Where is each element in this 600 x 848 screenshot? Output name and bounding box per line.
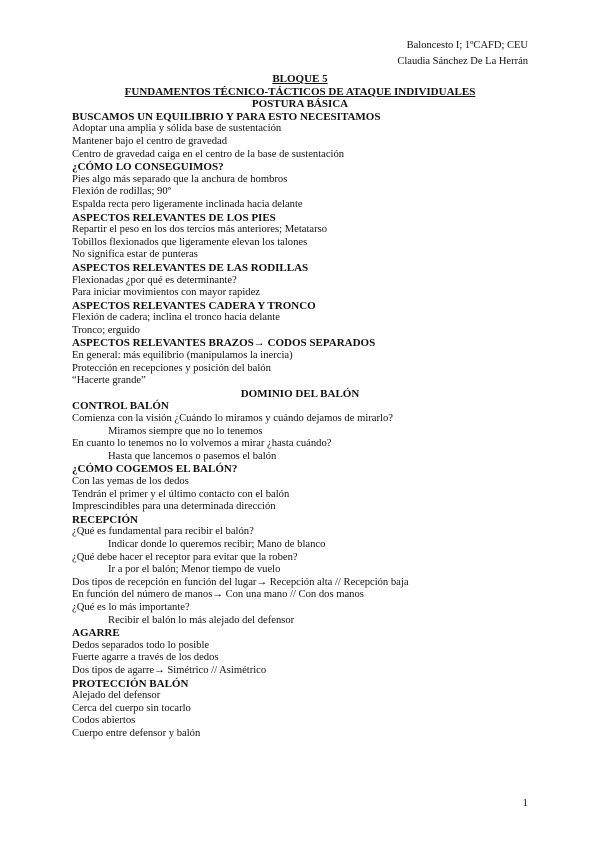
block-title: BLOQUE 5	[272, 73, 328, 85]
text-line-indented: Indicar donde lo queremos recibir; Mano de blanco	[108, 538, 326, 550]
text-line: Adoptar una amplia y sólida base de sustentación	[72, 123, 282, 135]
text-line: Flexión de rodillas; 90º	[72, 186, 171, 198]
heading: BUSCAMOS UN EQUILIBRIO Y PARA ESTO NECESITAMOS	[72, 110, 381, 123]
section-title-postura: POSTURA BÁSICA	[251, 98, 349, 111]
heading: PROTECCIÓN BALÓN	[72, 677, 189, 690]
section-title-dominio: DOMINIO DEL BALÓN	[240, 387, 360, 400]
text-line-indented: Hasta que lancemos o pasemos el balón	[108, 450, 277, 462]
block-subtitle: FUNDAMENTOS TÉCNICO-TÁCTICOS DE ATAQUE INDIVIDUALES	[124, 85, 476, 98]
text-line: Dedos separados todo lo posible	[72, 639, 210, 651]
text-line: En general: más equilibrio (manipulamos la inercia)	[72, 350, 293, 362]
document-body	[72, 73, 528, 740]
text-line-indented: Miramos siempre que no lo tenemos	[108, 425, 263, 437]
page-header	[397, 38, 528, 70]
text-line: Cerca del cuerpo sin tocarlo	[72, 702, 191, 714]
text-line: En función del número de manos→ Con una mano // Con dos manos	[72, 589, 364, 601]
text-line: Flexión de cadera; inclina el tronco hacia delante	[72, 312, 280, 324]
text-line: Protección en recepciones y posición del balón	[72, 362, 271, 374]
heading: ASPECTOS RELEVANTES CADERA Y TRONCO	[72, 299, 316, 312]
text-line: Tendrán el primer y el último contacto con el balón	[72, 488, 290, 500]
text-line: Codos abiertos	[72, 715, 136, 727]
text-line: Con las yemas de los dedos	[72, 476, 189, 487]
text-line: Tronco; erguido	[72, 324, 140, 336]
text-line: ¿Qué es lo más importante?	[72, 601, 190, 613]
text-line: Repartir el peso en los dos tercios más anteriores; Metatarso	[72, 224, 328, 236]
text-line: “Hacerte grande”	[72, 375, 146, 387]
text-line: Pies algo más separado que la anchura de hombros	[72, 173, 288, 185]
text-line: Alejado del defensor	[72, 690, 161, 702]
heading: ASPECTOS RELEVANTES DE LOS PIES	[72, 211, 276, 224]
heading: ¿CÓMO COGEMOS EL BALÓN?	[72, 463, 238, 476]
text-line: Flexionadas ¿por qué es determinante?	[72, 274, 237, 286]
text-line: Tobillos flexionados que ligeramente elevan los talones	[72, 236, 308, 248]
text-line: Dos tipos de recepción en función del lugar→ Recepción alta // Recepción baja	[72, 576, 409, 588]
heading: ASPECTOS RELEVANTES BRAZOS→ CODOS SEPARADOS	[72, 337, 376, 350]
heading: RECEPCIÓN	[72, 513, 139, 526]
text-line: Imprescindibles para una determinada dirección	[72, 501, 276, 513]
heading: AGARRE	[72, 627, 120, 640]
header-course: Baloncesto I; 1ºCAFD; CEU	[406, 40, 528, 51]
text-line: ¿Qué debe hacer el receptor para evitar que la roben?	[72, 551, 298, 563]
text-line: Dos tipos de agarre→ Simétrico // Asimétrico	[72, 664, 267, 676]
page-number: 1	[522, 797, 528, 809]
text-line: ¿Qué es fundamental para recibir el balón?	[72, 526, 254, 538]
text-line: No significa estar de punteras	[72, 249, 198, 261]
text-line: Fuerte agarre a través de los dedos	[72, 652, 219, 664]
header-author: Claudia Sánchez De La Herrán	[397, 56, 528, 67]
heading: ASPECTOS RELEVANTES DE LAS RODILLAS	[72, 261, 309, 274]
text-line: En cuanto lo tenemos no lo volvemos a mirar ¿hasta cuándo?	[72, 438, 332, 450]
text-line: Centro de gravedad caiga en el centro de la base de sustentación	[72, 148, 345, 160]
text-line-indented: Ir a por el balón; Menor tiempo de vuelo	[108, 564, 281, 576]
text-line-indented: Recibir el balón lo más alejado del defensor	[108, 614, 295, 626]
text-line: Cuerpo entre defensor y balón	[72, 727, 201, 739]
text-line: Comienza con la visión ¿Cuándo lo miramos y cuándo dejamos de mirarlo?	[72, 413, 393, 425]
heading: ¿CÓMO LO CONSEGUIMOS?	[72, 161, 224, 174]
text-line: Espalda recta pero ligeramente inclinada hacia delante	[72, 198, 303, 210]
text-line: Mantener bajo el centro de gravedad	[72, 135, 228, 147]
heading: CONTROL BALÓN	[72, 400, 169, 413]
text-line: Para iniciar movimientos con mayor rapidez	[72, 287, 260, 299]
